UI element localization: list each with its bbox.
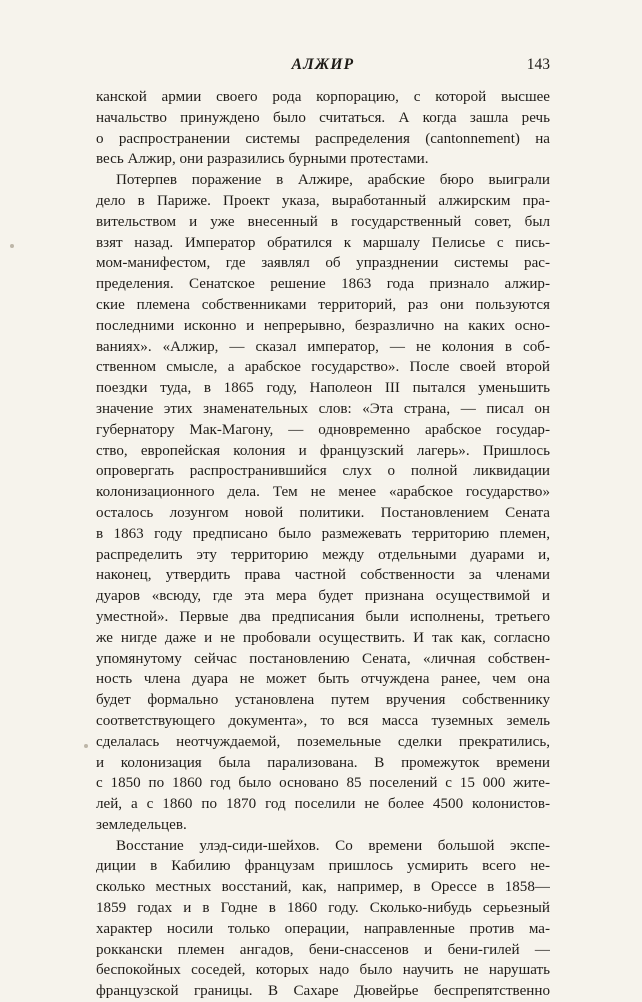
- text-line: канской армии своего рода корпорацию, с которой высшее: [96, 89, 550, 105]
- text-line: о распространении системы распределения (cantonnement) на: [96, 130, 550, 147]
- text-line: последними исконно и непрерывно, безразлично на каких осно-: [96, 317, 550, 334]
- text-line: роккански племен ангадов, бени-снассенов и бени-гилей —: [96, 941, 550, 958]
- text-line: характер носили только операции, направленные против ма-: [96, 920, 550, 937]
- text-line: вительством и уже внесенный в государственный совет, был: [96, 213, 550, 230]
- text-line: и колонизация была парализована. В промежуток времени: [96, 754, 550, 771]
- text-line: весь Алжир, они разразились бурными протестами.: [96, 151, 429, 168]
- text-line: ваниях». «Алжир, — сказал император, — не колония в соб-: [96, 338, 550, 355]
- text-line: ственном смысле, а арабское государство». После своей второй: [96, 359, 550, 376]
- text-line: поездки туда, в 1865 году, Наполеон III пытался уменьшить: [96, 380, 550, 397]
- text-line: дуаров «всюду, где эта мера будет признана осуществимой и: [96, 588, 550, 605]
- running-title: АЛЖИР: [291, 56, 355, 73]
- text-line: сколько местных восстаний, как, например, в Орессе в 1858—: [96, 879, 550, 896]
- text-line: уместной». Первые два предписания были исполнены, третьего: [96, 608, 550, 625]
- text-line: французской границы. В Сахаре Дювейрье беспрепятственно: [96, 983, 550, 1000]
- text-line: Потерпев поражение в Алжире, арабские бюро выиграли: [116, 172, 550, 189]
- text-line: дело в Париже. Проект указа, выработанный алжирским пра-: [96, 192, 550, 209]
- text-line: распределить эту территорию между отдельными дуарами и,: [96, 546, 550, 563]
- text-line: соответствующего документа», то вся масса туземных земель: [96, 712, 550, 729]
- text-line: же нигде даже и не пробовали осуществить. И так как, согласно: [96, 629, 550, 646]
- body-text: [96, 87, 550, 1002]
- page-number: 143: [526, 56, 550, 73]
- text-line: колонизационного дела. Тем не менее «арабское государство»: [96, 484, 550, 501]
- text-line: осталось лозунгом новой политики. Постановлением Сената: [96, 504, 550, 521]
- text-line: мом-манифестом, где заявлял об упразднении системы рас-: [96, 255, 550, 272]
- text-line: пределения. Сенатское решение 1863 года признало алжир-: [96, 276, 550, 293]
- text-line: упомянутому сейчас постановлению Сената, «личная собствен-: [96, 650, 550, 667]
- text-line: взят назад. Император обратился к маршалу Пелисье с пись-: [96, 234, 550, 251]
- text-line: 1859 годах и в Годне в 1860 году. Сколько-нибудь серьезный: [96, 900, 550, 917]
- text-line: ские племена собственниками территорий, раз они пользуются: [96, 296, 550, 313]
- margin-mark: [10, 244, 14, 248]
- text-line: губернатору Мак-Магону, — одновременно арабское государ-: [96, 421, 550, 438]
- text-line: земледельцев.: [96, 816, 187, 833]
- text-line: диции в Кабилию французам пришлось усмирить всего не-: [96, 858, 550, 875]
- text-line: значение этих знаменательных слов: «Эта страна, — писал он: [96, 400, 550, 417]
- page-header: [96, 56, 550, 82]
- text-line: лей, а с 1860 по 1870 год поселили не более 4500 колонистов-: [96, 796, 550, 813]
- text-line: в 1863 году предписано было размежевать территорию племен,: [96, 525, 550, 542]
- text-line: начальство принуждено было считаться. А когда зашла речь: [96, 109, 550, 126]
- text-line: ность члена дуара не может быть отчуждена ранее, чем она: [96, 671, 550, 688]
- section-heading-line: Восстание улэд-сиди-шейхов. Со времени большой экспе-: [116, 837, 550, 854]
- text-line: беспокойных соседей, которых надо было научить не нарушать: [96, 962, 550, 979]
- text-line: будет формально установлена путем вручения собственнику: [96, 692, 550, 709]
- text-line: сделалась неотчуждаемой, поземельные сделки прекратились,: [96, 733, 550, 750]
- text-line: ство, европейская колония и французский лагерь». Пришлось: [96, 442, 550, 459]
- text-line: с 1850 по 1860 год было основано 85 поселений с 15 000 жите-: [96, 775, 550, 792]
- margin-mark: [84, 744, 88, 748]
- text-line: опровергать распространившийся слух о полной ликвидации: [96, 463, 550, 480]
- text-line: наконец, утвердить права частной собственности за членами: [96, 567, 550, 584]
